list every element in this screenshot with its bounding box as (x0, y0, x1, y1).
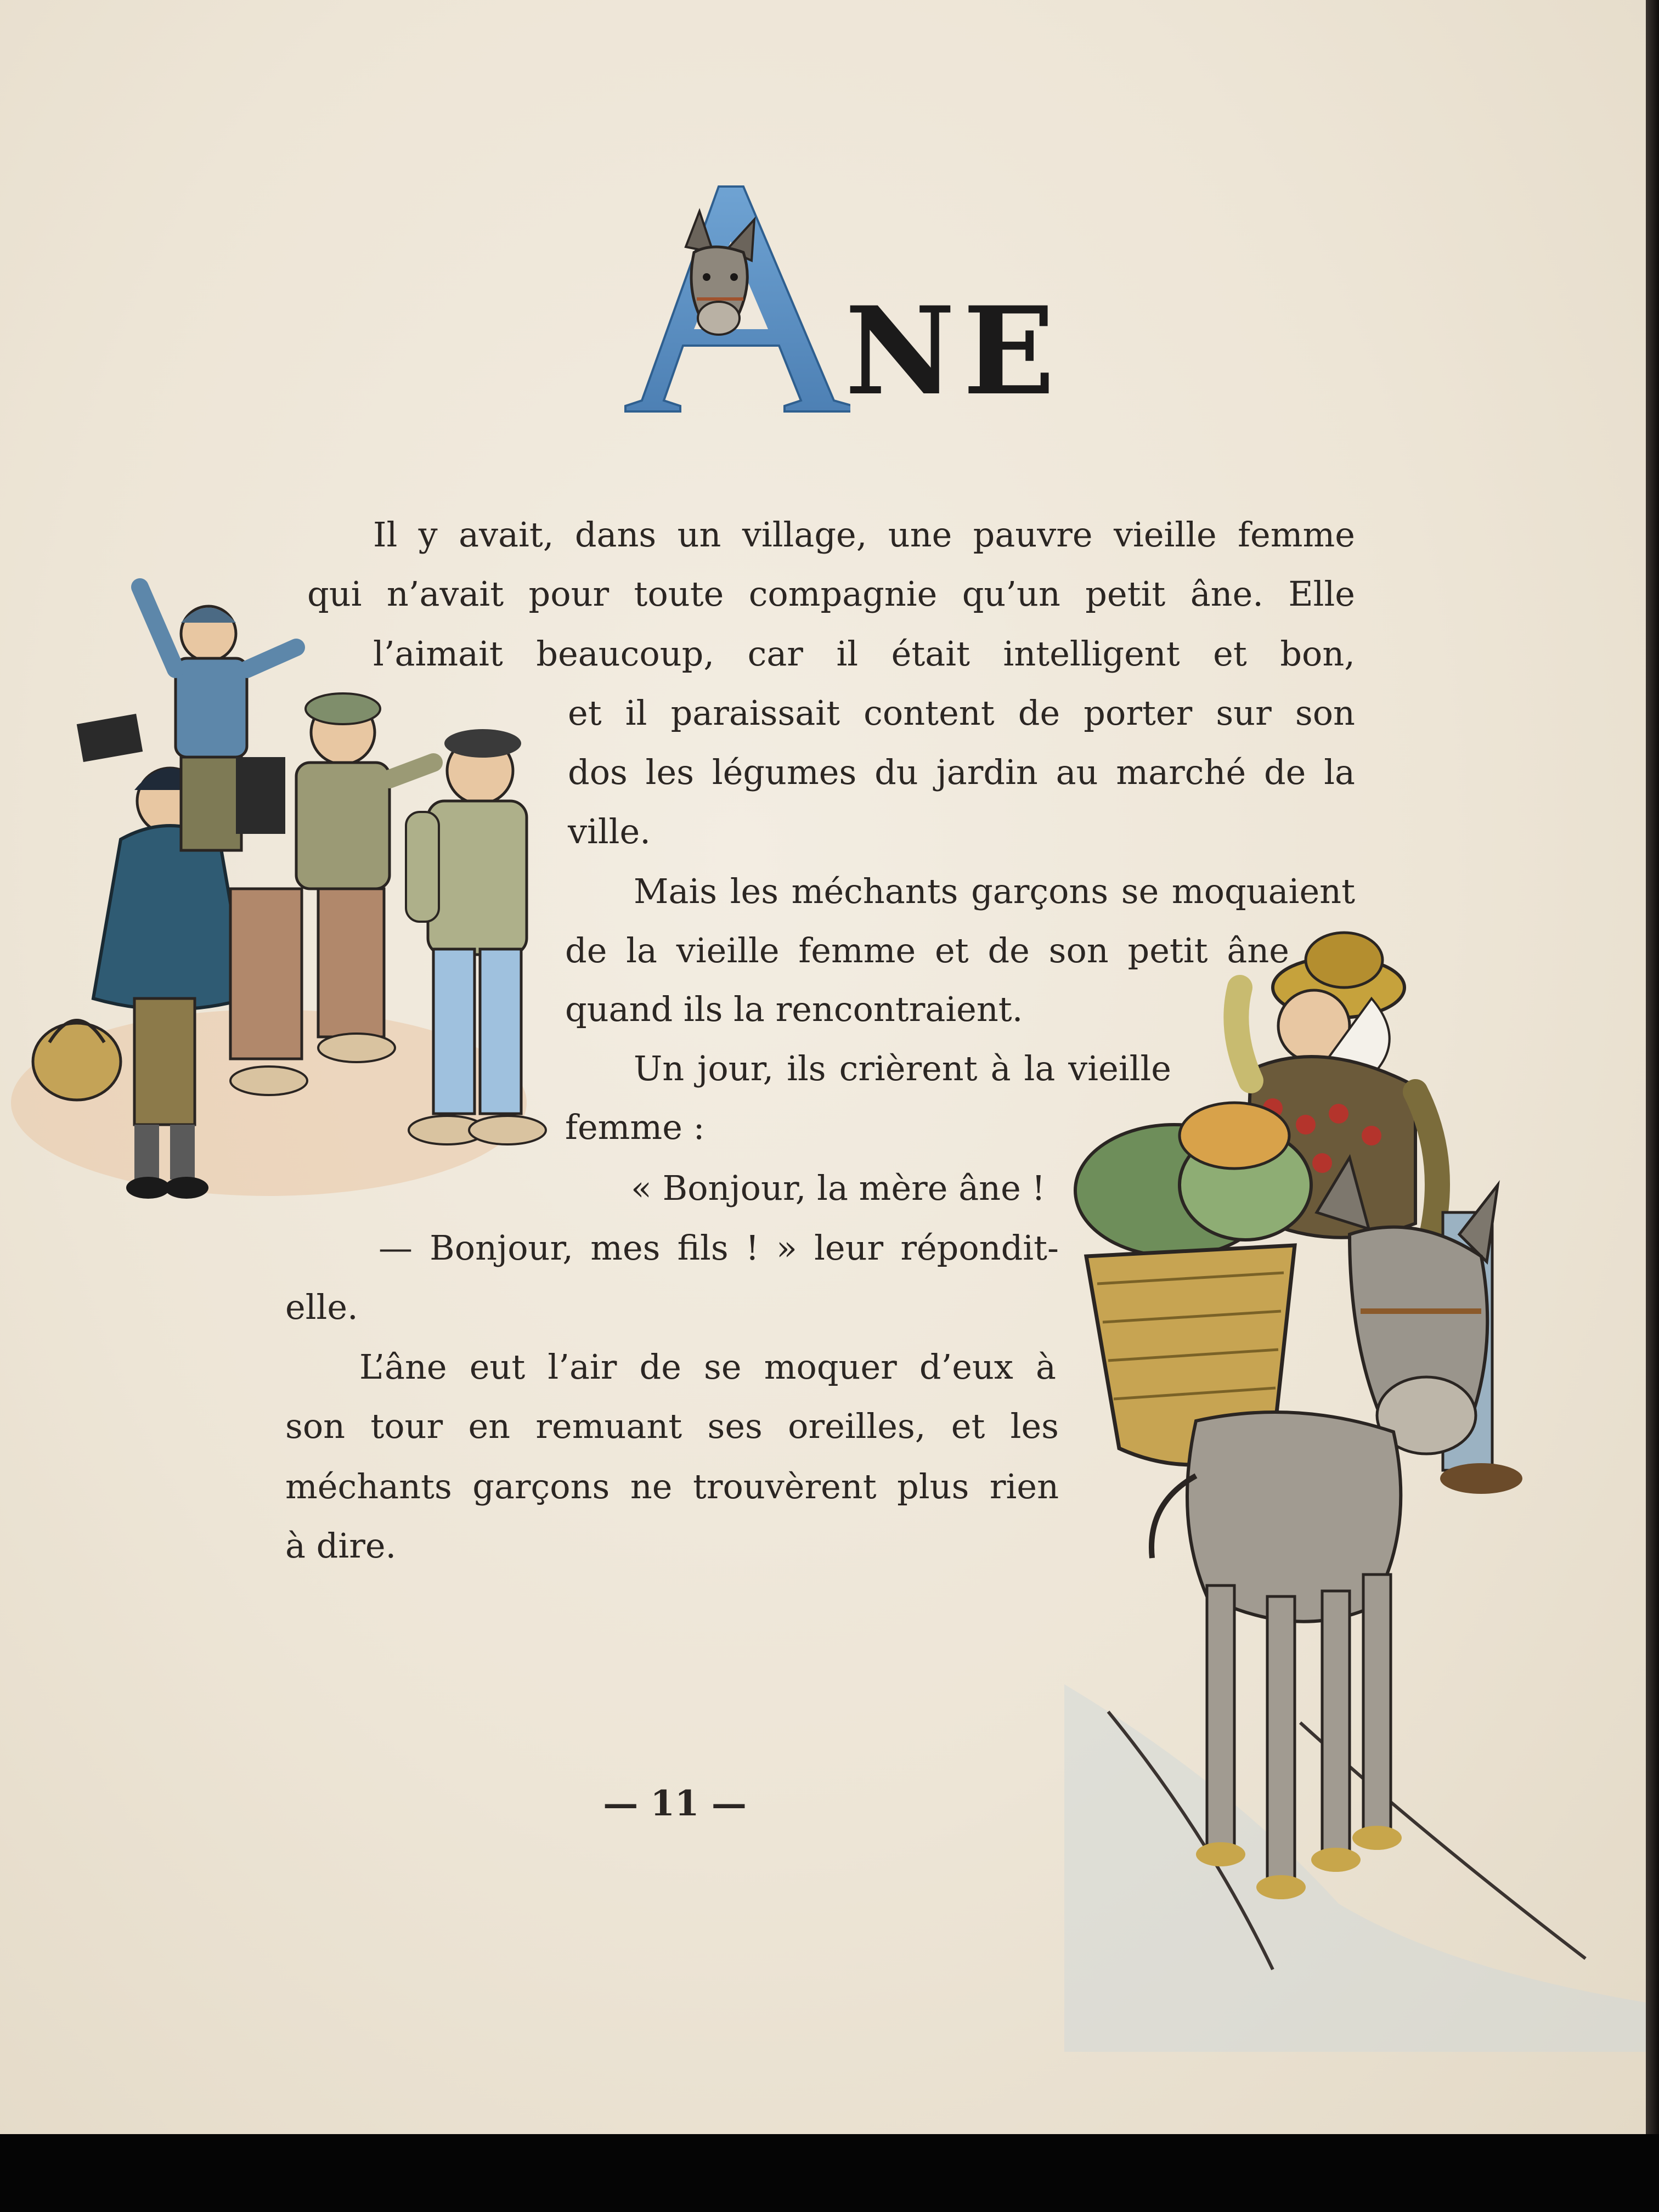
text-line: à dire. (285, 1526, 397, 1566)
text-line: femme : (565, 1107, 705, 1147)
background-surface (0, 2134, 1659, 2212)
woman-on-donkey-illustration (1064, 927, 1646, 2052)
text-line: Il y avait, dans un village, une pauvre vieille femme (373, 515, 1355, 555)
text-line: Mais les méchants garçons se moquaient (634, 871, 1355, 911)
text-line: ville. (568, 811, 651, 851)
text-line: elle. (285, 1287, 358, 1327)
page-edge-shadow (1646, 0, 1659, 2134)
text-line: son tour en remuant ses oreilles, et les (285, 1406, 1059, 1446)
text-line: Un jour, ils crièrent à la vieille (634, 1048, 1171, 1088)
text-line: méchants garçons ne trouvèrent plus rien (285, 1466, 1059, 1506)
text-line: de la vieille femme et de son petit âne (565, 930, 1289, 970)
text-line: et il paraissait content de porter sur son (568, 693, 1355, 733)
text-line: l’aimait beaucoup, car il était intelligent et bon, (373, 634, 1355, 674)
text-line: L’âne eut l’air de se moquer d’eux à (359, 1347, 1056, 1387)
text-line: « Bonjour, la mère âne ! (631, 1168, 1046, 1208)
text-line: dos les légumes du jardin au marché de la (568, 752, 1355, 792)
page-number: — 11 — (603, 1783, 747, 1824)
decorated-initial-a (603, 181, 850, 422)
page-title (603, 181, 1097, 422)
text-line: qui n’avait pour toute compagnie qu’un petit âne. Elle (307, 574, 1355, 614)
text-line: — Bonjour, mes fils ! » leur répondit- (379, 1228, 1059, 1268)
boys-illustration (11, 565, 549, 1212)
title-text: NE (845, 280, 1063, 422)
text-line: quand ils la rencontraient. (565, 989, 1023, 1029)
